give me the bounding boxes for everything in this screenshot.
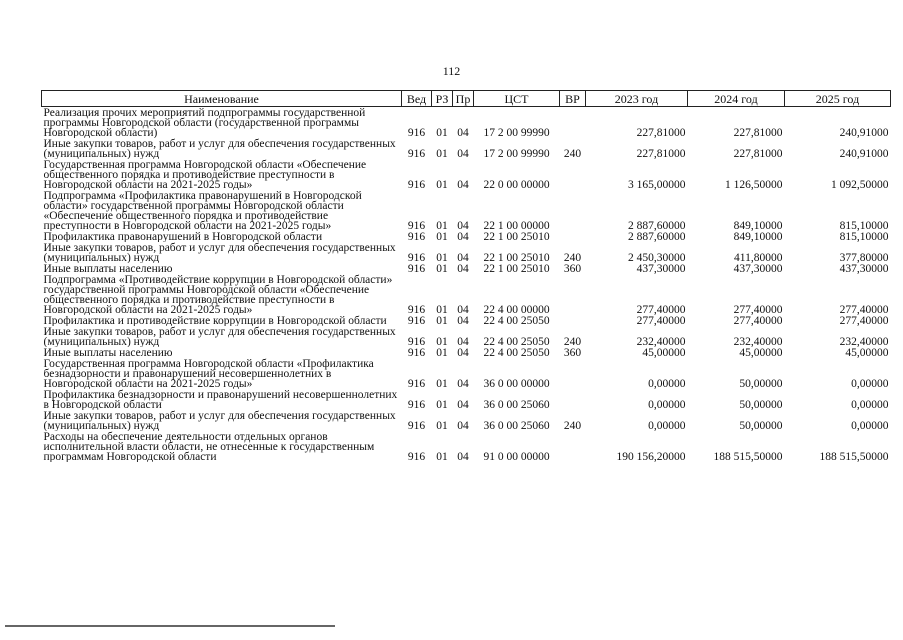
cell-name: Подпрограмма «Противодействие коррупции в Новгородской области» государственной программы Новгородской области «Обеспечение общественного порядка и противодействие преступности в Новгородской области на 2021-2025 годы» xyxy=(43,274,393,315)
cell-ved: 916 xyxy=(407,420,426,431)
cell-pr: 04 xyxy=(457,315,469,326)
cell-2023: 2 450,30000 xyxy=(628,252,686,263)
cell-cst: 22 1 00 25010 xyxy=(483,263,550,274)
cell-2025: 0,00000 xyxy=(851,420,889,431)
cell-2023: 3 165,00000 xyxy=(628,179,686,190)
cell-2024: 188 515,50000 xyxy=(713,451,783,462)
cell-ved: 916 xyxy=(407,347,426,358)
table-row xyxy=(42,231,891,242)
cell-2024: 277,40000 xyxy=(733,304,783,315)
cell-name: Реализация прочих мероприятий подпрограммы государственной программы Новгородской области (государственной программы Новгородской области) xyxy=(43,107,366,138)
cell-2024: 50,00000 xyxy=(739,378,783,389)
cell-pr: 04 xyxy=(457,263,469,274)
cell-2025: 815,10000 xyxy=(839,220,889,231)
cell-name: Государственная программа Новгородской области «Обеспечение общественного порядка и противодействие преступности в Новгородской области на 2021-2025 годы» xyxy=(43,159,367,190)
cell-rz: 01 xyxy=(436,420,448,431)
page-number: 112 xyxy=(442,64,461,78)
table-row xyxy=(42,190,891,231)
cell-pr: 04 xyxy=(457,179,469,190)
cell-vr xyxy=(560,231,586,242)
header-2025: 2025 год xyxy=(785,91,891,107)
cell-vr xyxy=(560,389,586,410)
cell-rz: 01 xyxy=(436,347,448,358)
cell-vr xyxy=(560,107,586,139)
table-row xyxy=(42,389,891,410)
cell-rz: 01 xyxy=(436,399,448,410)
cell-2025: 0,00000 xyxy=(851,399,889,410)
cell-2024: 45,00000 xyxy=(739,347,783,358)
cell-vr xyxy=(560,190,586,231)
header-vr: ВР xyxy=(560,91,586,107)
table-row xyxy=(42,263,891,274)
cell-ved: 916 xyxy=(407,315,426,326)
cell-rz: 01 xyxy=(436,179,448,190)
cell-name: Профилактика безнадзорности и правонарушений несовершеннолетних в Новгородской области xyxy=(43,389,398,410)
cell-2023: 437,30000 xyxy=(636,263,686,274)
table-row xyxy=(42,274,891,315)
cell-2024: 849,10000 xyxy=(733,220,783,231)
cell-2024: 411,80000 xyxy=(734,252,783,263)
cell-pr: 04 xyxy=(457,252,469,263)
cell-vr xyxy=(560,431,586,462)
cell-name: Государственная программа Новгородской области «Профилактика безнадзорности и правонарушений несовершеннолетних в Новгородской области на 2021-2025 годы» xyxy=(43,358,374,389)
cell-rz: 01 xyxy=(436,263,448,274)
header-ved: Вед xyxy=(402,91,432,107)
cell-ved: 916 xyxy=(407,263,426,274)
cell-2024: 1 126,50000 xyxy=(725,179,783,190)
cell-rz: 01 xyxy=(436,220,448,231)
cell-rz: 01 xyxy=(436,148,448,159)
cell-name: Иные закупки товаров, работ и услуг для обеспечения государственных (муниципальных) нужд xyxy=(43,138,396,159)
cell-name: Иные выплаты населению xyxy=(43,347,173,358)
cell-2023: 277,40000 xyxy=(636,315,686,326)
table-row xyxy=(42,315,891,326)
cell-pr: 04 xyxy=(457,451,469,462)
cell-vr: 240 xyxy=(563,336,582,347)
cell-cst: 22 4 00 25050 xyxy=(483,347,550,358)
cell-vr xyxy=(560,274,586,315)
cell-2025: 232,40000 xyxy=(839,336,889,347)
cell-2023: 227,81000 xyxy=(636,127,686,138)
cell-pr: 04 xyxy=(457,399,469,410)
table-row xyxy=(42,431,891,462)
cell-2024: 227,81000 xyxy=(733,148,783,159)
table-row xyxy=(42,138,891,159)
cell-pr: 04 xyxy=(457,148,469,159)
cell-ved: 916 xyxy=(407,378,426,389)
cell-2024: 232,40000 xyxy=(733,336,783,347)
cell-name: Расходы на обеспечение деятельности отдельных органов исполнительной власти области, не отнесенные к государственным программам Новгородской области xyxy=(43,431,375,462)
cell-2025: 240,91000 xyxy=(839,127,889,138)
cell-2023: 2 887,60000 xyxy=(628,231,686,242)
cell-cst: 36 0 00 00000 xyxy=(483,378,550,389)
cell-2025: 188 515,50000 xyxy=(819,451,889,462)
cell-ved: 916 xyxy=(407,148,426,159)
cell-2023: 0,00000 xyxy=(648,399,686,410)
cell-pr: 04 xyxy=(457,347,469,358)
table-row xyxy=(42,410,891,431)
cell-pr: 04 xyxy=(457,336,469,347)
cell-vr: 240 xyxy=(563,420,582,431)
cell-2024: 227,81000 xyxy=(733,127,783,138)
cell-cst: 36 0 00 25060 xyxy=(483,420,550,431)
cell-cst: 36 0 00 25060 xyxy=(483,399,550,410)
cell-2023: 0,00000 xyxy=(648,420,686,431)
cell-ved: 916 xyxy=(407,231,426,242)
cell-2023: 232,40000 xyxy=(636,336,686,347)
cell-vr: 360 xyxy=(563,347,582,358)
cell-pr: 04 xyxy=(457,378,469,389)
cell-ved: 916 xyxy=(407,304,426,315)
cell-cst: 91 0 00 00000 xyxy=(483,451,550,462)
cell-name: Подпрограмма «Профилактика правонарушений в Новгородской области» государственной программы Новгородской области «Обеспечение общественного порядка и противодействие преступности в Новгородской области на 2021-2025 годы» xyxy=(43,190,362,231)
cell-2025: 1 092,50000 xyxy=(831,179,889,190)
cell-2024: 849,10000 xyxy=(733,231,783,242)
cell-2024: 277,40000 xyxy=(733,315,783,326)
cell-cst: 22 4 00 25050 xyxy=(483,315,550,326)
header-rz: РЗ xyxy=(432,91,453,107)
footer-rule xyxy=(5,625,335,627)
cell-cst: 22 1 00 25010 xyxy=(483,231,550,242)
cell-vr xyxy=(560,315,586,326)
cell-name: Профилактика и противодействие коррупции в Новгородской области xyxy=(43,315,387,326)
cell-ved: 916 xyxy=(407,252,426,263)
cell-2025: 437,30000 xyxy=(839,263,889,274)
cell-2025: 815,10000 xyxy=(839,231,889,242)
header-cst: ЦСТ xyxy=(474,91,560,107)
cell-vr: 360 xyxy=(563,263,582,274)
cell-2023: 45,00000 xyxy=(642,347,686,358)
cell-ved: 916 xyxy=(407,127,426,138)
cell-cst: 22 4 00 00000 xyxy=(483,304,550,315)
cell-rz: 01 xyxy=(436,304,448,315)
cell-vr xyxy=(560,358,586,389)
cell-ved: 916 xyxy=(407,399,426,410)
header-name: Наименование xyxy=(42,91,402,107)
cell-rz: 01 xyxy=(436,378,448,389)
cell-pr: 04 xyxy=(457,231,469,242)
cell-rz: 01 xyxy=(436,336,448,347)
cell-name: Иные выплаты населению xyxy=(43,263,173,274)
cell-2023: 2 887,60000 xyxy=(628,220,686,231)
cell-rz: 01 xyxy=(436,231,448,242)
cell-rz: 01 xyxy=(436,315,448,326)
cell-rz: 01 xyxy=(436,252,448,263)
table-row xyxy=(42,107,891,139)
cell-name: Иные закупки товаров, работ и услуг для обеспечения государственных (муниципальных) нужд xyxy=(43,326,396,347)
cell-rz: 01 xyxy=(436,127,448,138)
cell-ved: 916 xyxy=(407,451,426,462)
table-row xyxy=(42,242,891,263)
cell-cst: 22 0 00 00000 xyxy=(483,179,550,190)
budget-table xyxy=(41,90,891,462)
cell-pr: 04 xyxy=(457,420,469,431)
cell-cst: 17 2 00 99990 xyxy=(483,127,550,138)
cell-name: Профилактика правонарушений в Новгородской области xyxy=(43,231,323,242)
table-row xyxy=(42,347,891,358)
table-row xyxy=(42,358,891,389)
cell-pr: 04 xyxy=(457,220,469,231)
cell-2024: 50,00000 xyxy=(739,399,783,410)
cell-vr: 240 xyxy=(563,252,582,263)
cell-2023: 277,40000 xyxy=(636,304,686,315)
cell-vr xyxy=(560,159,586,190)
cell-rz: 01 xyxy=(436,451,448,462)
cell-2025: 277,40000 xyxy=(839,315,889,326)
table-row xyxy=(42,159,891,190)
cell-2025: 45,00000 xyxy=(845,347,889,358)
header-pr: Пр xyxy=(453,91,474,107)
cell-cst: 22 1 00 00000 xyxy=(483,220,550,231)
cell-pr: 04 xyxy=(457,127,469,138)
cell-vr: 240 xyxy=(563,148,582,159)
cell-2025: 277,40000 xyxy=(839,304,889,315)
cell-2023: 190 156,20000 xyxy=(616,451,686,462)
cell-cst: 17 2 00 99990 xyxy=(483,148,550,159)
table-header-row xyxy=(42,91,891,107)
header-2024: 2024 год xyxy=(688,91,785,107)
cell-name: Иные закупки товаров, работ и услуг для обеспечения государственных (муниципальных) нужд xyxy=(43,410,396,431)
cell-2023: 0,00000 xyxy=(648,378,686,389)
cell-2024: 437,30000 xyxy=(733,263,783,274)
table-body xyxy=(42,107,891,463)
cell-name: Иные закупки товаров, работ и услуг для обеспечения государственных (муниципальных) нужд xyxy=(43,242,396,263)
cell-cst: 22 4 00 25050 xyxy=(483,336,550,347)
cell-2025: 240,91000 xyxy=(839,148,889,159)
cell-2025: 0,00000 xyxy=(851,378,889,389)
table-row xyxy=(42,326,891,347)
cell-2023: 227,81000 xyxy=(636,148,686,159)
cell-ved: 916 xyxy=(407,179,426,190)
cell-pr: 04 xyxy=(457,304,469,315)
cell-cst: 22 1 00 25010 xyxy=(483,252,550,263)
cell-2025: 377,80000 xyxy=(839,252,889,263)
cell-ved: 916 xyxy=(407,220,426,231)
cell-ved: 916 xyxy=(407,336,426,347)
cell-2024: 50,00000 xyxy=(739,420,783,431)
header-2023: 2023 год xyxy=(586,91,688,107)
